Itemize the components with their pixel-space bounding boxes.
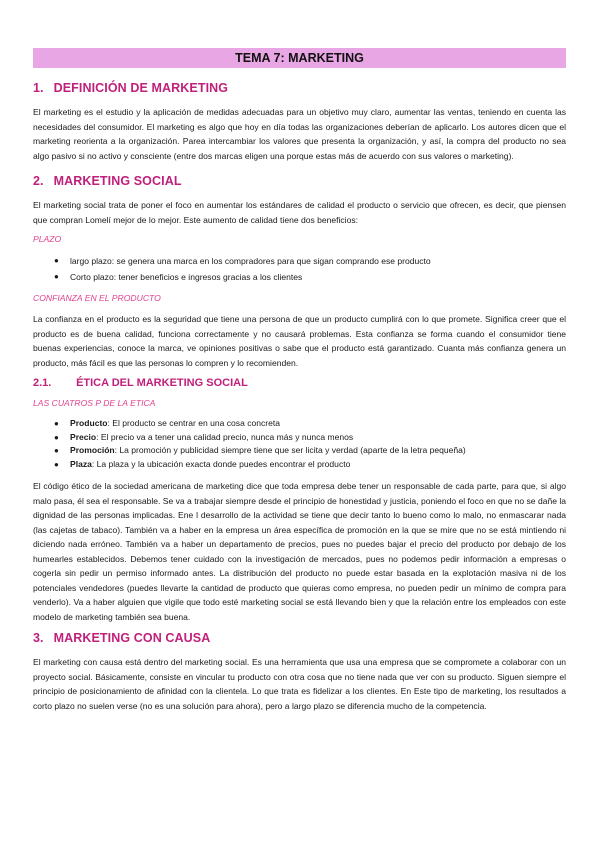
list-item: ● Precio: El precio va a tener una calidad precio, nunca más y nunca menos	[33, 431, 566, 445]
list-item: ● Plaza: La plaza y la ubicación exacta donde puedes encontrar el producto	[33, 458, 566, 472]
paragraph: La confianza en el producto es la seguridad que tiene una persona de que un producto cumplirá con lo que promete. Significa creer que el producto es de buena calidad, funciona correctamente y no causará problemas. Esta confianza se forma cuando el consumidor tiene buenas experiencias, conoce la marca, ve opiniones positivas o sabe que el producto está garantizado. Cuanta más confianza genera un producto, más fácil es que las personas lo compren y lo recomienden.	[33, 314, 566, 368]
plazo-list	[33, 253, 566, 285]
paragraph: El marketing con causa está dentro del marketing social. Es una herramienta que usa una empresa que se compromete a colaborar con un proyecto social. Básicamente, consiste en vincular tu producto con otra cosa que no tiene nada que ver con su producto. Siguen siempre el principio de posicionamiento de afinidad con la clientela. Lo que trata es fidelizar a los clientes. En Este tipo de marketing, los resultados a corto plazo no suelen verse (no es una solución para ahora), pero a largo plazo se diferencia mucho de la competencia.	[33, 657, 566, 711]
list-item: ● largo plazo: se genera una marca en los compradores para que sigan comprando ese producto	[33, 253, 566, 269]
bullet-icon: ●	[54, 419, 59, 428]
page-title: TEMA 7: MARKETING	[33, 48, 566, 68]
subsection-number: 2.1.	[33, 377, 52, 389]
section-heading-definicion	[33, 81, 566, 95]
subheading-cuatro-p: LAS CUATROS P DE LA ETICA	[33, 398, 156, 408]
bullet-icon: ●	[54, 272, 59, 281]
subsection-heading-etica	[33, 377, 566, 389]
paragraph: El marketing social trata de poner el foco en aumentar los estándares de calidad el producto o servicio que ofrecen, es decir, que piensen que compran Lomelí mejor de lo mejor. Este aumento de calidad tiene dos beneficios:	[33, 200, 566, 225]
list-item: ● Promoción: La promoción y publicidad siempre tiene que ser licita y verdad (aparte de la letra pequeña)	[33, 444, 566, 458]
cuatro-p-list	[33, 417, 566, 471]
document-page	[33, 48, 566, 720]
subsection-heading-text: ÉTICA DEL MARKETING SOCIAL	[76, 377, 248, 389]
list-item: ● Producto: El producto se centrar en una cosa concreta	[33, 417, 566, 431]
list-item: ● Corto plazo: tener beneficios e ingresos gracias a los clientes	[33, 269, 566, 285]
paragraph: El marketing es el estudio y la aplicación de medidas adecuadas para un objetivo muy claro, aumentar las ventas, teniendo en cuenta las necesidades del consumidor. El marketing es algo que hoy en día todas las organizaciones deberían de aplicarlo. Los autores dicen que el marketing reorienta a la organización. Parea intercambiar los valores que presenta la organización, y así, la compra del producto no sea algo pasivo si no activo y consciente (entre dos marcas eligen una porque estas más de acuerdo con sus valores o marketing).	[33, 107, 566, 161]
bullet-icon: ●	[54, 432, 59, 442]
section-heading-marketing-social	[33, 174, 566, 188]
section-heading-text: DEFINICIÓN DE MARKETING	[53, 81, 229, 95]
bullet-icon: ●	[54, 459, 59, 469]
bullet-icon: ●	[54, 256, 59, 265]
subheading-plazo: PLAZO	[33, 234, 62, 244]
section-heading-text: MARKETING CON CAUSA	[53, 631, 211, 645]
section-number: 2.	[33, 174, 44, 188]
section-number: 3.	[33, 631, 44, 645]
paragraph: El código ético de la sociedad americana de marketing dice que toda empresa debe tener un responsable de cada parte, para que, si algo malo pasa, él sea el responsable. Se va a trabajar siempre desde el principio de honestidad y justicia, poniendo el foco en que no se dañe la dignidad de las personas implicadas. Ene l desarrollo de la actividad se tiene que decir tanto lo bueno como lo malo, no enmascarar nada (las cajetas de tabaco). También va a haber en la empresa un área específica de promoción en la que se mire que no se está mintiendo ni diciendo nada erróneo. También va a haber un departamento de precios, pues no puedes bajar el precio del producto por debajo de los humearles establecidos. Debemos tener cuidado con la investigación de mercados, pues no podemos pedir información a empresas o cogerla sin pedir un permiso informado antes. La distribución del producto no puede estar basada en la explotación masiva ni de los potenciales vendedores (puedes llevarte la cantidad de producto que quieras como empresa, no pueden pedir un mínimo de compra para venderlo). Va a haber alguien que vigile que todo esté marketing social se está llevando bien y que la relación entre los empleados con este modelo de marketing también sea buena.	[33, 481, 566, 622]
subheading-confianza: CONFIANZA EN EL PRODUCTO	[33, 293, 161, 303]
bullet-icon: ●	[54, 446, 59, 455]
section-heading-marketing-con-causa	[33, 631, 566, 645]
section-number: 1.	[33, 81, 44, 95]
section-heading-text: MARKETING SOCIAL	[53, 174, 182, 188]
